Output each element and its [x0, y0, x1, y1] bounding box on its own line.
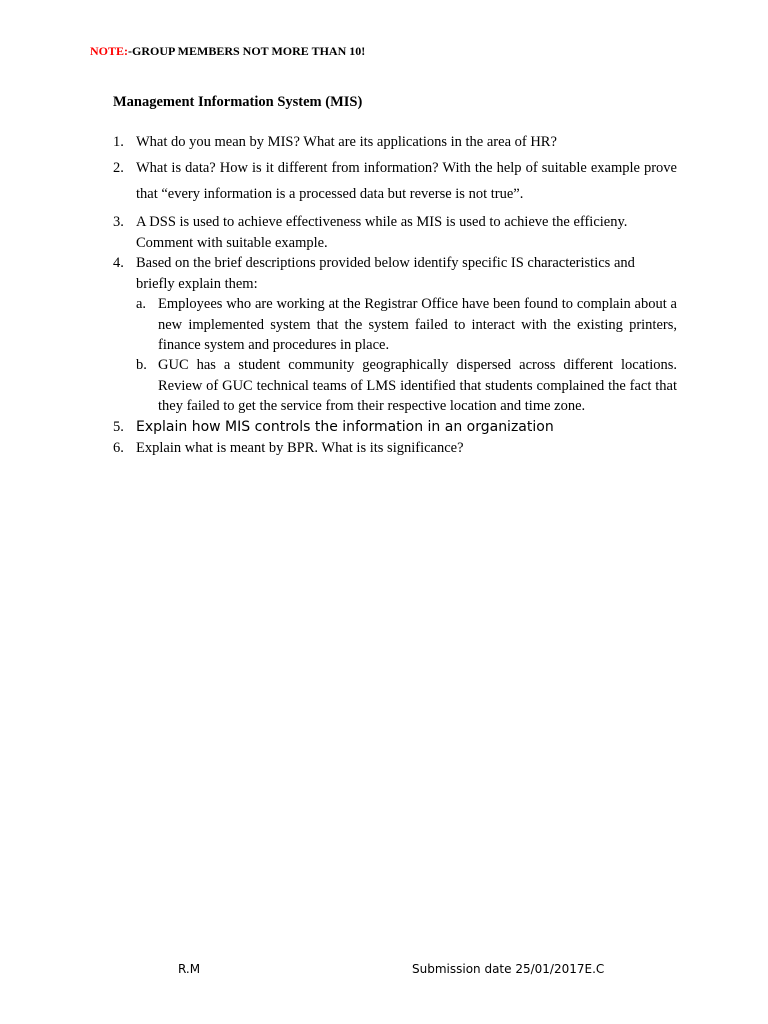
note-label: NOTE:	[90, 44, 129, 58]
question-4-subitem-a	[136, 294, 677, 356]
question-number: 5.	[113, 419, 124, 435]
question-1	[113, 132, 677, 153]
question-text: Explain how MIS controls the information in an organization	[136, 419, 554, 435]
question-number: 6.	[113, 440, 124, 456]
subitem-letter: a.	[136, 296, 147, 312]
question-3	[113, 212, 677, 253]
document-title: Management Information System (MIS)	[113, 94, 363, 110]
question-number: 3.	[113, 214, 124, 230]
note-text: -GROUP MEMBERS NOT MORE THAN 10!	[128, 44, 366, 58]
footer-author: R.M	[178, 962, 201, 976]
question-2	[113, 155, 677, 207]
question-6	[113, 438, 677, 459]
question-number: 4.	[113, 255, 124, 271]
question-number: 1.	[113, 134, 124, 150]
question-4-subitem-b	[136, 355, 677, 417]
question-4	[113, 253, 677, 294]
footer-submission-date: Submission date 25/01/2017E.C	[412, 962, 605, 976]
subitem-text: Employees who are working at the Registrar Office have been found to complain about a new implemented system that the system failed to interact with the existing printers, finance system and procedures in place.	[158, 296, 677, 353]
question-text: What is data? How is it different from information? With the help of suitable example prove that “every information is a processed data but reverse is not true”.	[136, 160, 677, 202]
subitem-letter: b.	[136, 357, 147, 373]
question-text: Based on the brief descriptions provided below identify specific IS characteristics and briefly explain them:	[136, 255, 635, 292]
subitem-text: GUC has a student community geographically dispersed across different locations. Review of GUC technical teams of LMS identified that students complained the fact that they failed to get the service from their respective location and time zone.	[158, 357, 677, 414]
question-text: A DSS is used to achieve effectiveness while as MIS is used to achieve the efficieny. Comment with suitable example.	[136, 214, 628, 251]
question-text: What do you mean by MIS? What are its applications in the area of HR?	[136, 134, 557, 150]
question-text: Explain what is meant by BPR. What is its significance?	[136, 440, 464, 456]
question-5	[113, 417, 677, 438]
question-number: 2.	[113, 160, 124, 176]
group-note	[90, 44, 365, 59]
